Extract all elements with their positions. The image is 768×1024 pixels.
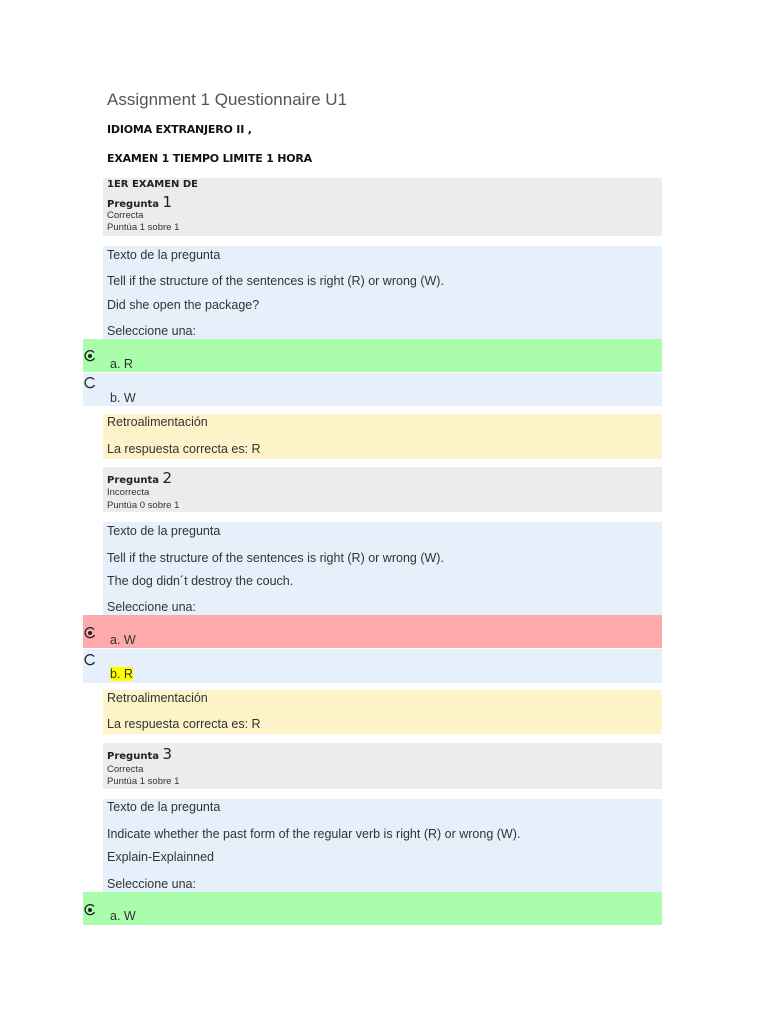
question-3-title: [107, 745, 172, 763]
question-2-status: Incorrecta: [107, 487, 150, 498]
radio-unselected-icon[interactable]: [83, 376, 97, 390]
question-2-score: Puntúa 0 sobre 1: [107, 500, 180, 511]
question-label: Pregunta: [107, 475, 159, 486]
option-label: [110, 667, 133, 681]
question-1-option-a[interactable]: [83, 339, 662, 372]
question-instruction: Tell if the structure of the sentences is right (R) or wrong (W).: [107, 551, 444, 565]
select-prompt: Seleccione una:: [107, 600, 196, 614]
question-1-content: [103, 246, 662, 339]
question-sentence: Did she open the package?: [107, 298, 260, 312]
question-3-option-a[interactable]: [83, 892, 662, 925]
exam-header: 1ER EXAMEN DE: [107, 179, 199, 190]
option-label: b. W: [110, 391, 136, 405]
question-label: Pregunta: [107, 199, 159, 210]
feedback-heading: Retroalimentación: [107, 415, 208, 429]
question-1-title: [107, 193, 172, 211]
question-3-content: [103, 799, 662, 892]
question-label: Pregunta: [107, 751, 159, 762]
question-number: 3: [162, 745, 172, 763]
question-1-score: Puntúa 1 sobre 1: [107, 222, 180, 233]
question-1-feedback: [103, 414, 662, 459]
question-number: 2: [162, 469, 172, 487]
exam-time-limit: EXAMEN 1 TIEMPO LIMITE 1 HORA: [107, 152, 312, 165]
feedback-text: La respuesta correcta es: R: [107, 717, 261, 731]
question-text-heading: Texto de la pregunta: [107, 800, 221, 814]
radio-selected-icon[interactable]: [83, 903, 97, 917]
question-text-heading: Texto de la pregunta: [107, 524, 221, 538]
question-2-title: [107, 469, 172, 487]
question-instruction: Tell if the structure of the sentences is right (R) or wrong (W).: [107, 274, 444, 288]
radio-selected-icon[interactable]: [83, 349, 97, 363]
question-1-option-b[interactable]: [83, 373, 662, 406]
question-2-feedback: [103, 690, 662, 734]
question-instruction: Indicate whether the past form of the regular verb is right (R) or wrong (W).: [107, 827, 521, 841]
question-1-info: [103, 178, 662, 236]
feedback-text: La respuesta correcta es: R: [107, 442, 261, 456]
question-3-score: Puntúa 1 sobre 1: [107, 776, 180, 787]
question-3-info: [103, 743, 662, 789]
question-text-heading: Texto de la pregunta: [107, 248, 221, 262]
question-2-content: [103, 522, 662, 615]
page-title: Assignment 1 Questionnaire U1: [107, 90, 348, 109]
feedback-heading: Retroalimentación: [107, 691, 208, 705]
question-number: 1: [162, 193, 172, 211]
radio-unselected-icon[interactable]: [83, 653, 97, 667]
option-label: a. W: [110, 909, 136, 923]
radio-selected-icon[interactable]: [83, 626, 97, 640]
option-label: a. R: [110, 357, 133, 371]
select-prompt: Seleccione una:: [107, 877, 196, 891]
select-prompt: Seleccione una:: [107, 324, 196, 338]
question-2-info: [103, 467, 662, 512]
question-3-status: Correcta: [107, 764, 144, 775]
course-name: IDIOMA EXTRANJERO II ,: [107, 123, 252, 136]
question-1-status: Correcta: [107, 210, 144, 221]
highlighted-option-text: b. R: [110, 667, 133, 681]
question-sentence: The dog didn´t destroy the couch.: [107, 574, 294, 588]
question-2-option-a[interactable]: [83, 615, 662, 648]
question-sentence: Explain-Explainned: [107, 850, 215, 864]
question-2-option-b[interactable]: [83, 649, 662, 683]
option-label: a. W: [110, 633, 136, 647]
